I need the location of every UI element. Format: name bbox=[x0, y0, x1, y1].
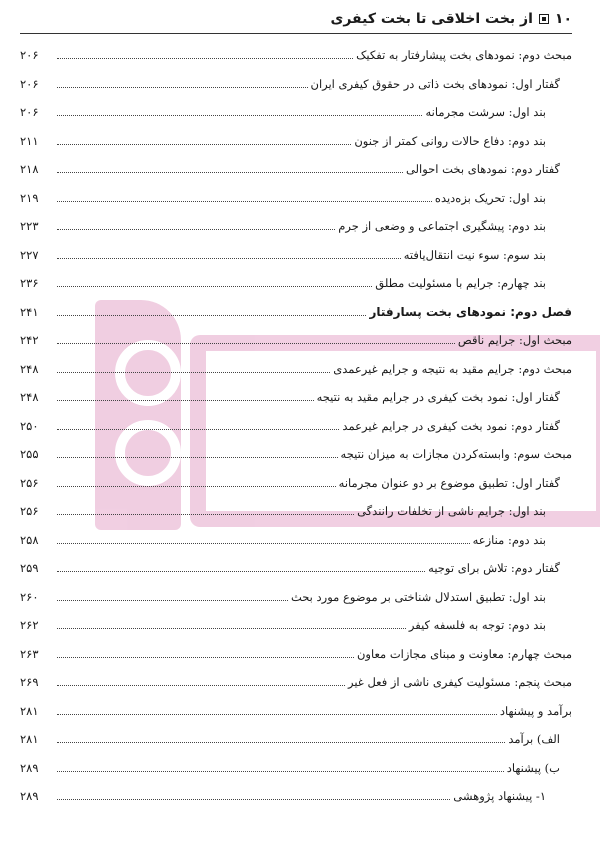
dot-leader bbox=[57, 741, 505, 743]
toc-entry-title: مبحث اول: جرایم ناقص bbox=[457, 333, 572, 347]
toc-entry-title: برآمد و پیشنهاد bbox=[499, 703, 572, 718]
dot-leader bbox=[57, 684, 345, 686]
toc-entry bbox=[20, 696, 572, 718]
toc-entry bbox=[20, 354, 572, 376]
toc-entry-page: ۲۵۸ bbox=[20, 532, 39, 547]
toc-entry-title: بند اول: سرشت مجرمانه bbox=[425, 105, 546, 119]
toc-entry-page: ۲۵۵ bbox=[20, 447, 39, 461]
toc-entry bbox=[20, 553, 572, 575]
toc-entry bbox=[20, 126, 572, 148]
toc-entry-title: بند اول: جرایم ناشی از تخلفات رانندگی bbox=[357, 504, 546, 518]
dot-leader bbox=[57, 456, 338, 458]
toc-entry-title: گفتار دوم: نمود بخت کیفری در جرایم غیرعمد bbox=[342, 418, 560, 433]
toc-entry-page: ۲۵۰ bbox=[20, 418, 39, 433]
toc-entry-page: ۲۱۸ bbox=[20, 162, 39, 176]
toc-entry-title: بند دوم: دفاع حالات روانی کمتر از جنون bbox=[354, 133, 546, 148]
dot-leader bbox=[57, 713, 497, 715]
toc-entry-title: گفتار اول: تطبیق موضوع بر دو عنوان مجرمانه bbox=[338, 475, 560, 490]
toc-entry-title: مبحث دوم: نمودهای بخت پیشارفتار به تفکیک bbox=[356, 48, 572, 62]
toc-entry-page: ۲۴۸ bbox=[20, 390, 39, 404]
dot-leader bbox=[57, 257, 401, 259]
toc-entry bbox=[20, 154, 572, 176]
toc-entry-title: بند اول: تحریک بزه‌دیده bbox=[434, 190, 546, 205]
toc-entry bbox=[20, 781, 572, 803]
toc-entry-page: ۲۶۹ bbox=[20, 675, 39, 689]
toc-entry bbox=[20, 325, 572, 347]
toc-entry-title: مبحث دوم: جرایم مقید به نتیجه و جرایم غیرعمدی bbox=[333, 361, 572, 376]
toc-entry-page: ۲۲۳ bbox=[20, 219, 39, 233]
toc-entry bbox=[20, 667, 572, 689]
toc-entry-page: ۲۰۶ bbox=[20, 48, 39, 62]
toc-entry-title: بند سوم: سوء نیت انتقال‌یافته bbox=[403, 247, 546, 262]
page-number: ۱۰ bbox=[554, 11, 572, 27]
dot-leader bbox=[57, 570, 425, 572]
toc-entry bbox=[20, 268, 572, 290]
dot-leader bbox=[57, 314, 366, 316]
toc-entry bbox=[20, 411, 572, 433]
toc-entry-title: مبحث پنجم: مسئولیت کیفری ناشی از فعل غیر bbox=[347, 675, 572, 689]
toc-entry-title: ب) پیشنهاد bbox=[506, 760, 560, 775]
square-bullet-icon bbox=[539, 14, 549, 24]
dot-leader bbox=[57, 485, 336, 487]
dot-leader bbox=[57, 428, 339, 430]
toc-entry-page: ۲۰۶ bbox=[20, 76, 39, 91]
dot-leader bbox=[57, 770, 504, 772]
toc-entry-title: فصل دوم: نمودهای بخت پسارفتار bbox=[369, 304, 572, 319]
toc-entry-title: الف) برآمد bbox=[508, 732, 560, 746]
toc-entry-page: ۲۶۳ bbox=[20, 646, 39, 661]
dot-leader bbox=[57, 143, 351, 145]
toc-entry bbox=[20, 439, 572, 461]
dot-leader bbox=[57, 542, 470, 544]
toc-entry bbox=[20, 40, 572, 62]
toc-entry bbox=[20, 639, 572, 661]
toc-entry-title: گفتار دوم: نمودهای بخت احوالی bbox=[405, 162, 560, 176]
toc-entry-title: بند دوم: پیشگیری اجتماعی و وضعی از جرم bbox=[338, 219, 546, 233]
dot-leader bbox=[57, 285, 372, 287]
toc-entry bbox=[20, 468, 572, 490]
toc-entry-page: ۲۳۶ bbox=[20, 276, 39, 290]
dot-leader bbox=[57, 200, 432, 202]
toc-entry-page: ۲۴۲ bbox=[20, 333, 39, 347]
toc-entry bbox=[20, 610, 572, 632]
toc-entry bbox=[20, 496, 572, 518]
toc-entry-page: ۲۸۹ bbox=[20, 789, 39, 803]
toc-entry-title: مبحث سوم: وابسته‌کردن مجازات به میزان نتیجه bbox=[340, 447, 572, 461]
toc-entry-title: گفتار اول: نمود بخت کیفری در جرایم مقید به نتیجه bbox=[316, 390, 560, 404]
dot-leader bbox=[57, 57, 353, 59]
toc-entry-title: بند اول: تطبیق استدلال شناختی بر موضوع مورد بحث bbox=[290, 589, 546, 604]
dot-leader bbox=[57, 656, 354, 658]
toc-entry-page: ۲۶۰ bbox=[20, 589, 39, 604]
toc-entry bbox=[20, 183, 572, 205]
toc-entry bbox=[20, 240, 572, 262]
toc-entry bbox=[20, 724, 572, 746]
toc-entry-page: ۲۸۱ bbox=[20, 703, 39, 718]
dot-leader bbox=[57, 171, 403, 173]
toc-entry-page: ۲۲۷ bbox=[20, 247, 39, 262]
header-rule bbox=[20, 33, 572, 34]
toc-entry-title: گفتار دوم: تلاش برای توجیه bbox=[428, 561, 560, 575]
toc-entry bbox=[20, 753, 572, 775]
toc-entry-title: گفتار اول: نمودهای بخت ذاتی در حقوق کیفری ایران bbox=[310, 76, 560, 91]
toc-entry bbox=[20, 582, 572, 604]
toc-entry-page: ۲۱۱ bbox=[20, 133, 39, 148]
toc-entry-page: ۲۱۹ bbox=[20, 190, 39, 205]
toc-entry-title: ۱- پیشنهاد پژوهشی bbox=[453, 789, 546, 803]
toc-entry-page: ۲۵۶ bbox=[20, 504, 39, 518]
toc-entry-page: ۲۵۹ bbox=[20, 561, 39, 575]
dot-leader bbox=[57, 86, 308, 88]
dot-leader bbox=[57, 371, 330, 373]
running-title: از بخت اخلاقی تا بخت کیفری bbox=[330, 11, 533, 27]
toc-entry-page: ۲۸۹ bbox=[20, 760, 39, 775]
dot-leader bbox=[57, 114, 422, 116]
toc-entry-title: مبحث چهارم: معاونت و مبنای مجازات معاون bbox=[356, 646, 572, 661]
toc-entry-title: بند چهارم: جرایم با مسئولیت مطلق bbox=[375, 276, 546, 290]
toc-entry bbox=[20, 382, 572, 404]
toc-entry bbox=[20, 211, 572, 233]
dot-leader bbox=[57, 228, 335, 230]
running-header bbox=[20, 8, 572, 30]
toc-entry-page: ۲۴۱ bbox=[20, 304, 39, 319]
dot-leader bbox=[57, 513, 354, 515]
toc-entry bbox=[20, 97, 572, 119]
toc-entry-page: ۲۵۶ bbox=[20, 475, 39, 490]
toc-entry-page: ۲۰۶ bbox=[20, 105, 39, 119]
toc-entry-title: بند دوم: توجه به فلسفه کیفر bbox=[408, 618, 546, 632]
dot-leader bbox=[57, 399, 314, 401]
dot-leader bbox=[57, 342, 455, 344]
toc-entry-page: ۲۸۱ bbox=[20, 732, 39, 746]
toc-entry-page: ۲۶۲ bbox=[20, 618, 39, 632]
dot-leader bbox=[57, 798, 450, 800]
toc-entry bbox=[20, 69, 572, 91]
dot-leader bbox=[57, 627, 406, 629]
toc-entry-title: بند دوم: منازعه bbox=[472, 532, 546, 547]
dot-leader bbox=[57, 599, 288, 601]
toc-entry bbox=[20, 297, 572, 319]
toc-entry-page: ۲۴۸ bbox=[20, 361, 39, 376]
toc-entry bbox=[20, 525, 572, 547]
